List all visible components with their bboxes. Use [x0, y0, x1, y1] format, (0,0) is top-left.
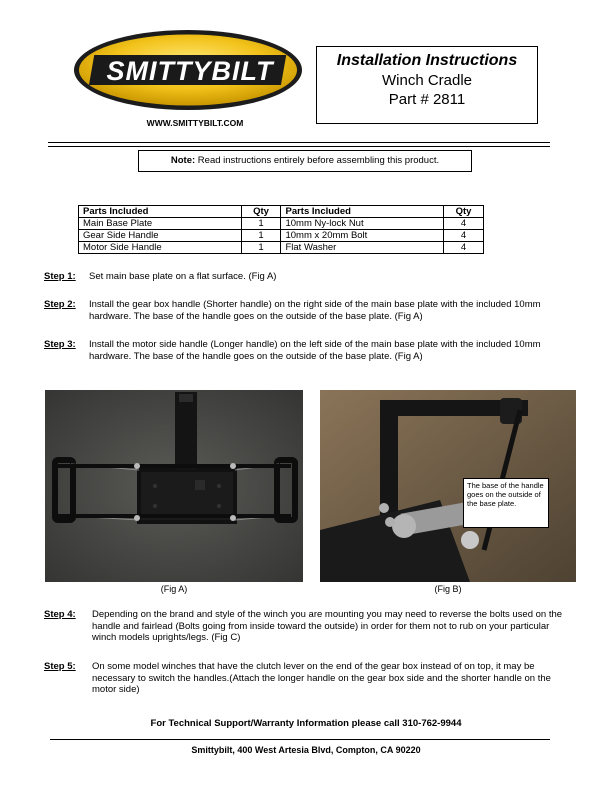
- step-5: [44, 661, 564, 696]
- note-box: [138, 150, 472, 172]
- title-box: [316, 46, 538, 124]
- step-1-label: Step 1:: [44, 271, 76, 282]
- step-3-text: Install the motor side handle (Longer handle) on the left side of the main base plate with the included 10mm hardware. The base of the handle goes on the outside of the base plate. (Fig A): [89, 339, 541, 362]
- note-label: Note:: [170, 155, 196, 166]
- part-name: Main Base Plate: [79, 218, 242, 230]
- fig-a-caption: (Fig A): [160, 584, 188, 594]
- step-5-label: Step 5:: [44, 661, 76, 672]
- part-qty: 1: [241, 218, 281, 230]
- header-parts-2: Parts Included: [281, 206, 444, 218]
- smittybilt-logo: [72, 28, 304, 112]
- table-header-row: [79, 206, 484, 218]
- step-3-label: Step 3:: [44, 339, 76, 350]
- part-qty: 1: [241, 242, 281, 254]
- header-divider-top: [48, 142, 550, 143]
- step-5-text: On some model winches that have the clutch lever on the end of the gear box instead of on top, it may be necessary to switch the handles.(Attach the longer handle on the gear box side and the shorter handle on the motor side): [92, 661, 551, 695]
- document-title: Installation Instructions: [336, 52, 518, 69]
- step-1: [44, 271, 564, 283]
- header-divider-bottom: [48, 146, 550, 147]
- note-text: Read instructions entirely before assembling this product.: [197, 155, 440, 166]
- part-qty: 4: [444, 230, 484, 242]
- header-qty-1: Qty: [241, 206, 281, 218]
- part-name: Gear Side Handle: [79, 230, 242, 242]
- footer-divider: [50, 739, 550, 740]
- part-qty: 4: [444, 242, 484, 254]
- parts-table: [78, 205, 484, 254]
- step-2-text: Install the gear box handle (Shorter handle) on the right side of the main base plate with the included 10mm hardware. The base of the handle goes on the outside of the base plate. (Fig A): [89, 299, 541, 322]
- step-2: [44, 299, 564, 322]
- part-number: Part # 2811: [388, 91, 466, 108]
- part-name: Flat Washer: [281, 242, 444, 254]
- step-3: [44, 339, 564, 362]
- part-qty: 4: [444, 218, 484, 230]
- step-4-text: Depending on the brand and style of the winch you are mounting you may need to reverse the bolts used on the handle and fairlead (Bolts going from inside toward the outside) in order for them not to rub on your particular winch models uprights/legs. (Fig C): [92, 609, 563, 643]
- header-parts-1: Parts Included: [79, 206, 242, 218]
- part-qty: 1: [241, 230, 281, 242]
- header-qty-2: Qty: [444, 206, 484, 218]
- support-line: For Technical Support/Warranty Information please call 310-762-9944: [150, 718, 462, 729]
- website-url: WWW.SMITTYBILT.COM: [146, 118, 244, 128]
- product-name: Winch Cradle: [381, 72, 473, 89]
- fig-b-caption: (Fig B): [434, 584, 462, 594]
- table-row: [79, 230, 484, 242]
- step-4: [44, 609, 564, 644]
- part-name: 10mm x 20mm Bolt: [281, 230, 444, 242]
- step-1-text: Set main base plate on a flat surface. (Fig A): [89, 271, 277, 282]
- logo-text: SMITTYBILT: [106, 56, 274, 86]
- part-name: 10mm Ny-lock Nut: [281, 218, 444, 230]
- table-row: [79, 242, 484, 254]
- fig-b-callout: The base of the handle goes on the outside of the base plate.: [463, 478, 549, 528]
- company-address: Smittybilt, 400 West Artesia Blvd, Compton, CA 90220: [191, 745, 421, 755]
- step-4-label: Step 4:: [44, 609, 76, 620]
- table-row: [79, 218, 484, 230]
- part-name: Motor Side Handle: [79, 242, 242, 254]
- fig-a-photo: [45, 390, 303, 582]
- step-2-label: Step 2:: [44, 299, 76, 310]
